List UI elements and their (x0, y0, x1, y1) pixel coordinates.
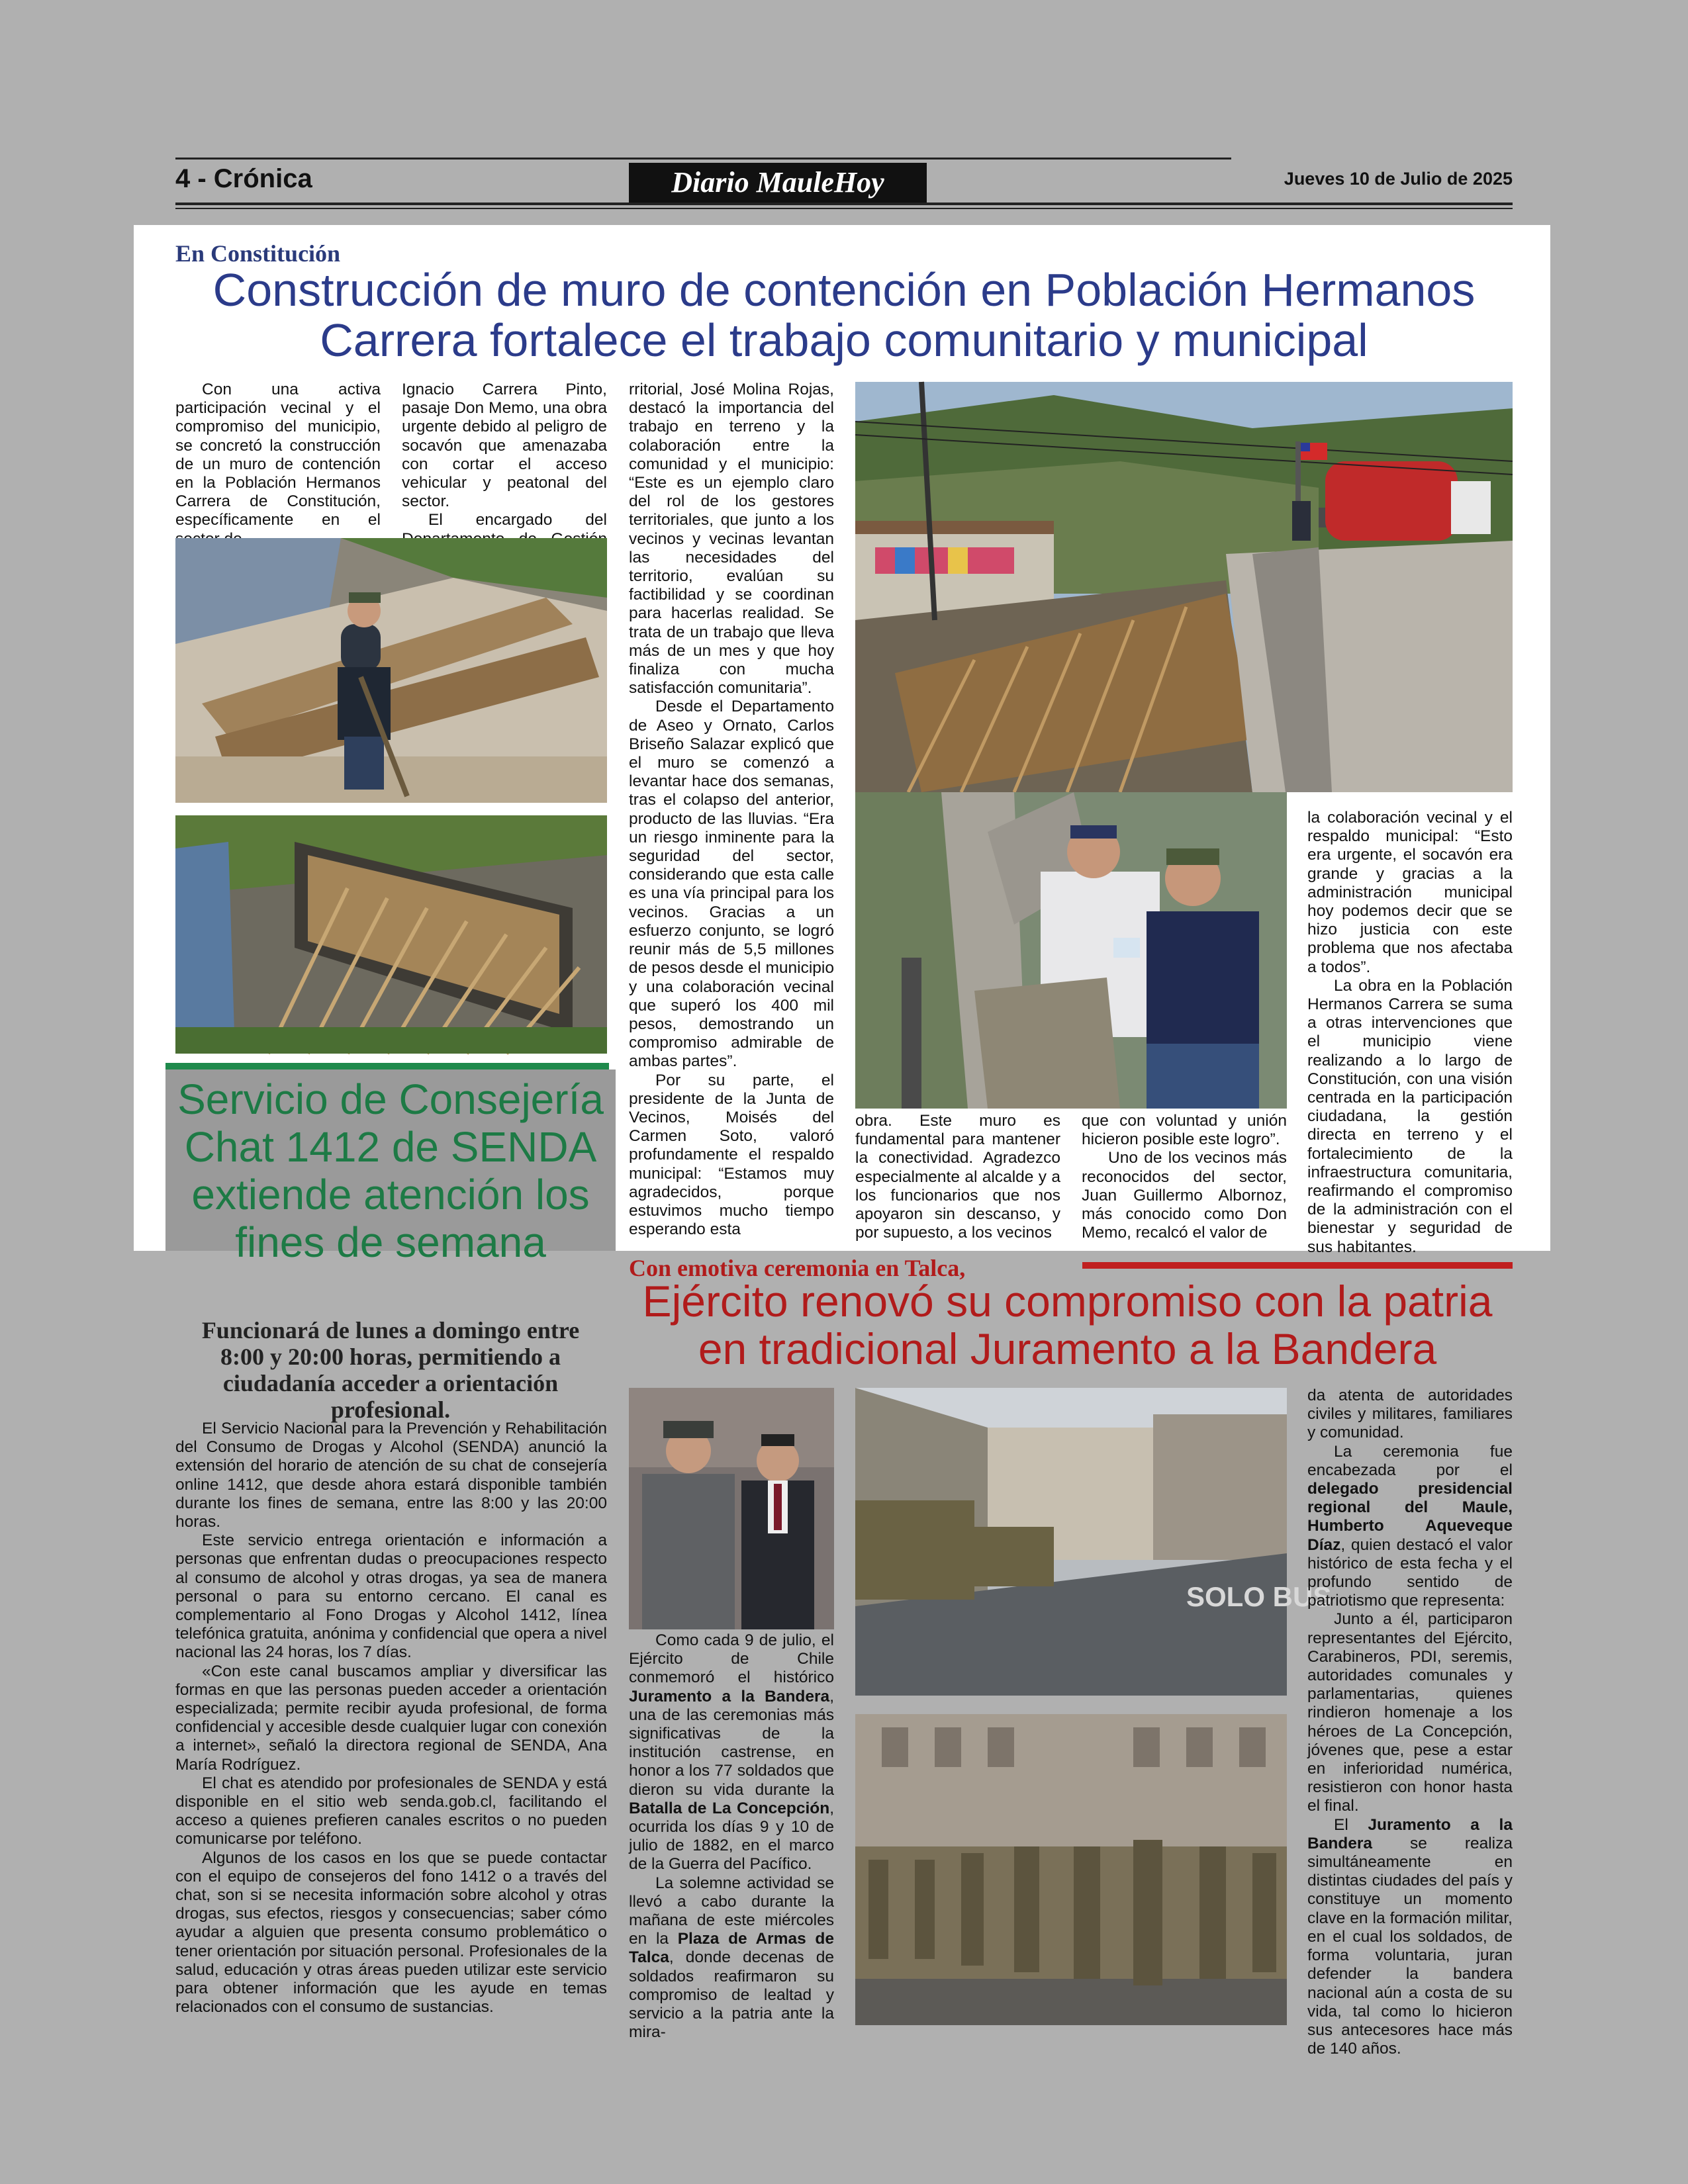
article3-accent-bar (1082, 1262, 1513, 1269)
masthead-logo: Diario MauleHoy (629, 163, 927, 203)
senda-body: El Servicio Nacional para la Prevención y Rehabilitación del Consumo de Drogas y Alcohol (SENDA) anunció la extensión del horario de atención de su chat de consejería online 1412, que desde ahora estará disponible también durante los fines de semana, entre las 8:00 y las 20:00 horas. Este servicio entrega orientación e información a personas que enfrentan dudas o preocupaciones respecto al consumo de alcohol y otras drogas, ya sea de manera personal o para su entorno cercano. El canal es complementario al Fono Drogas y Alcohol 1412, línea telefónica gratuita, anónima y confidencial que opera a nivel nacional las 24 horas, los 7 días. «Con este canal buscamos ampliar y diversificar las formas en que las personas pueden acceder a orientación especializada; permite recibir ayuda profesional, de forma confidencial y accesible desde cualquier lugar con conexión a internet», señaló la directora regional de SENDA, Ana María Rodríguez. El chat es atendido por profesionales de SENDA y está disponible en el sitio web senda.gob.cl, facilitando el acceso a quienes prefieren canales escritos o no pueden comunicarse por teléfono. Algunos de los casos en los que se puede contactar con el equipo de consejeros del fono 1412 o a través del chat, son si se necesita información sobre alcohol y otras drogas, sus efectos, riesgos y consecuencias; saber cómo ayudar a alguien que presenta consumo problemático o tener orientación por situación personal. Profesionales de la salud, educación y otras áreas pueden utilizar este servicio para obtener información que les ayude en temas relacionados con el consumo de sustancias. (175, 1420, 607, 2017)
issue-date: Jueves 10 de Julio de 2025 (1284, 169, 1513, 189)
article1-kicker: En Constitución (175, 240, 341, 267)
photo-street-concrete-truck (855, 382, 1513, 792)
photo-worker-formwork (175, 538, 607, 803)
article1-column-1: Con una activa participación vecinal y el compromiso del municipio, se concretó la construcción de un muro de contención en la Población Hermanos Carrera de Constitución, específicamente en el (175, 381, 381, 529)
article1-column-2: Ignacio Carrera Pinto, pasaje Don Memo, una obra urgente debido al peligro de socavón que amenazaba con cortar el acceso vehicular y peatonal del sector. El encargado del (402, 381, 607, 529)
article3-column-1: Como cada 9 de julio, el Ejército de Chile conmemoró el histórico Juramento a la Bandera, una de las ceremonias más significativas de la institución castrense, en honor a los 77 soldados que dieron su vida durante la Batalla de La Concepción, ocurrida los días 9 y 10 de julio de 1882, en el marco de la Guerra del Pacífico. La solemne actividad se llevó a cabo durante la mañana de este miércoles en la Plaza de Armas de Talca, donde decenas de soldados reafirmaron su compromiso de lealtad y servicio a la patria ante la mira- (629, 1631, 834, 2042)
photo-formwork-wall (175, 815, 607, 1054)
article1-column-5: que con voluntad y unión hicieron posible este logro”. Uno de los vecinos más reconocidos del sector, Juan Guillermo Albornoz, más conocido como Don Memo, recalcó el valor de (1082, 1112, 1287, 1242)
section-label: 4 - Crónica (175, 164, 312, 193)
senda-headline: Servicio de Consejería Chat 1412 de SENDA extiende atención los fines de semana (177, 1075, 604, 1266)
article1-column-6: la colaboración vecinal y el respaldo municipal: “Esto era urgente, el socavón era grande y gracias a la administración municipal hoy podemos decir que se hizo justicia con este problema que nos afectaba a todos”. La obra en la Población Hermanos Carrera se suma a otras intervenciones que el municipio viene realizando a lo largo de Constitución, con una visión centrada en la participación ciudadana, la gestión directa en terreno y el fortalecimiento de la infraestructura comunitaria, reafirmando el compromiso de la administración con el bienestar y seguridad de sus habitantes. (1307, 809, 1513, 1256)
senda-subhead: Funcionará de lunes a domingo entre 8:00 y 20:00 horas, permitiendo a ciudadanía acceder a orientación profesional. (201, 1317, 580, 1423)
article1-headline: Construcción de muro de contención en Población Hermanos Carrera fortalece el trabajo comunitario y municipal (212, 264, 1476, 366)
senda-accent-bar (165, 1063, 609, 1069)
bus-lane-marking: SOLO BUS (1186, 1581, 1332, 1612)
article3-kicker: Con emotiva ceremonia en Talca, (629, 1255, 966, 1281)
article1-column-3: rritorial, José Molina Rojas, destacó la importancia del trabajo en terreno y la colaboración entre la comunidad y el municipio: “Este es un ejemplo claro del rol de los gestores territoriales, que junto a los vecinos y vecinas levantan las necesidades del territorio, evalúan su factibilidad y se coordinan para hacerlas realidad. Se trata de un trabajo que lleva más de un mes y que hoy finaliza con mucha satisfacción comunitaria”. Desde el Departamento de Aseo y Ornato, Carlos Briseño Salazar explicó que el muro se comenzó a levantar hace dos semanas, tras el colapso del anterior, producto de las lluvias. “Era un riesgo inminente para la seguridad del sector, considerando que esta calle es una vía principal para los vecinos. Gracias a un esfuerzo conjunto, se logró reunir más de 5,5 millones de pesos desde el municipio y una colaboración vecinal que superó los 400 mil pesos, demostrando un compromiso admirable de ambas partes”. Por su parte, el presidente de la Junta de Vecinos, Moisés del Carmen Soto, valoró profundamente el respaldo municipal: “Estamos muy agradecidos, porque estuvimos mucho tiempo esperando esta (629, 381, 834, 1239)
photo-soldiers-formation (855, 1714, 1287, 2025)
article1-column-4: obra. Este muro es fundamental para mantener la conectividad. Agradezco especialmente al alcalde y a los funcionarios que nos apoyaron sin descanso, y por supuesto, a los vecinos (855, 1112, 1060, 1242)
article3-headline: Ejército renovó su compromiso con la patria en tradicional Juramento a la Bandera (642, 1277, 1493, 1373)
photo-soldiers-street (855, 1388, 1332, 1696)
photo-pouring-concrete (855, 792, 1287, 1109)
article3-column-2: da atenta de autoridades civiles y militares, familiares y comunidad. La ceremonia fue encabezada por el delegado presidencial regional del Maule, Humberto Aqueveque Díaz, quien destacó el valor histórico de esta fecha y el profundo sentido de patriotismo que representa: Junto a él, participaron representantes del Ejército, Carabineros, PDI, seremis, autoridades comunales y parlamentarias, quienes rindieron homenaje a los héroes de La Concepción, jóvenes que, pese a estar en inferioridad numérica, resistieron con honor hasta el final. El Juramento a la Bandera se realiza simultáneamente en distintas ciudades del país y constituye un momento clave en la formación militar, en el cual los soldados, de forma voluntaria, juran defender la bandera nacional aún a costa de su vida, tal como lo hicieron sus antecesores hace más de 140 años. (1307, 1387, 1513, 2058)
photo-officers (629, 1388, 834, 1629)
